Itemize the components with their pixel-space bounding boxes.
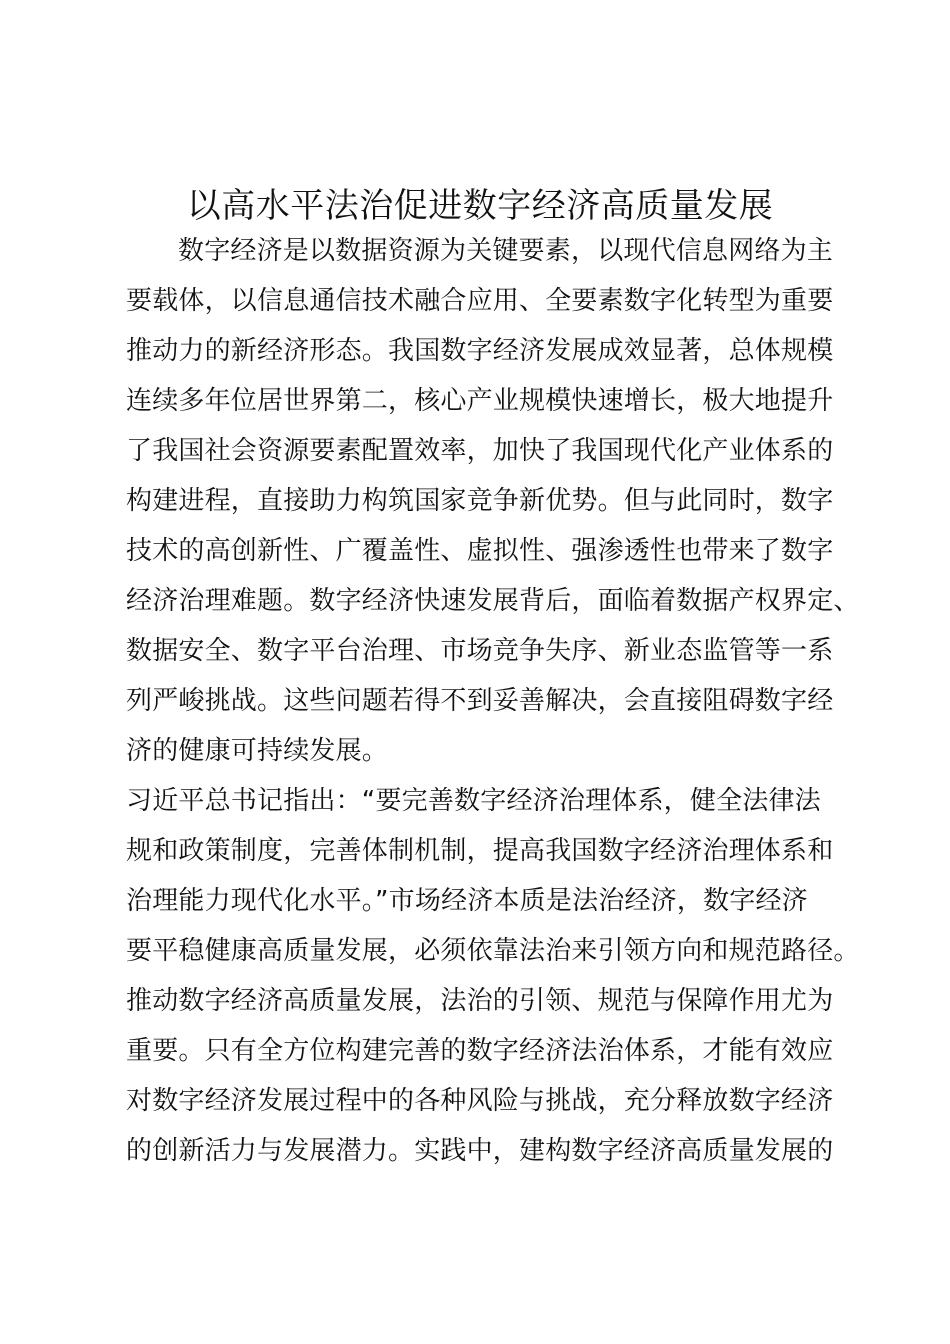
paragraph-line: 的创新活力与发展潜力。实践中，建构数字经济高质量发展的	[126, 1136, 834, 1166]
paragraph-line: 推动数字经济高质量发展，法治的引领、规范与保障作用尤为	[126, 986, 834, 1016]
paragraph-line: 构建进程，直接助力构筑国家竞争新优势。但与此同时，数字	[126, 486, 834, 516]
paragraph-line: 要载体，以信息通信技术融合应用、全要素数字化转型为重要	[126, 286, 834, 316]
paragraph-line: 规和政策制度，完善体制机制，提高我国数字经济治理体系和	[126, 836, 834, 866]
paragraph-line: 连续多年位居世界第二，核心产业规模快速增长，极大地提升	[126, 386, 834, 416]
document-title: 以高水平法治促进数字经济高质量发展	[186, 186, 774, 226]
paragraph-line: 列严峻挑战。这些问题若得不到妥善解决，会直接阻碍数字经	[126, 686, 834, 716]
paragraph-line: 数据安全、数字平台治理、市场竞争失序、新业态监管等一系	[126, 636, 834, 666]
paragraph-line: 济的健康可持续发展。	[126, 736, 389, 766]
paragraph-line: 对数字经济发展过程中的各种风险与挑战，充分释放数字经济	[126, 1086, 834, 1116]
paragraph-line: 了我国社会资源要素配置效率，加快了我国现代化产业体系的	[126, 436, 834, 466]
paragraph-line: 治理能力现代化水平。”市场经济本质是法治经济，数字经济	[126, 886, 808, 916]
paragraph-line: 推动力的新经济形态。我国数字经济发展成效显著，总体规模	[126, 336, 834, 366]
paragraph-line: 重要。只有全方位构建完善的数字经济法治体系，才能有效应	[126, 1036, 834, 1066]
paragraph-line: 技术的高创新性、广覆盖性、虚拟性、强渗透性也带来了数字	[126, 536, 834, 566]
paragraph-line: 经济治理难题。数字经济快速发展背后，面临着数据产权界定、	[126, 586, 860, 616]
paragraph-line: 要平稳健康高质量发展，必须依靠法治来引领方向和规范路径。	[126, 936, 860, 966]
paragraph-line: 数字经济是以数据资源为关键要素，以现代信息网络为主	[178, 236, 834, 266]
paragraph-line: 习近平总书记指出：“要完善数字经济治理体系，健全法律法	[126, 786, 821, 816]
